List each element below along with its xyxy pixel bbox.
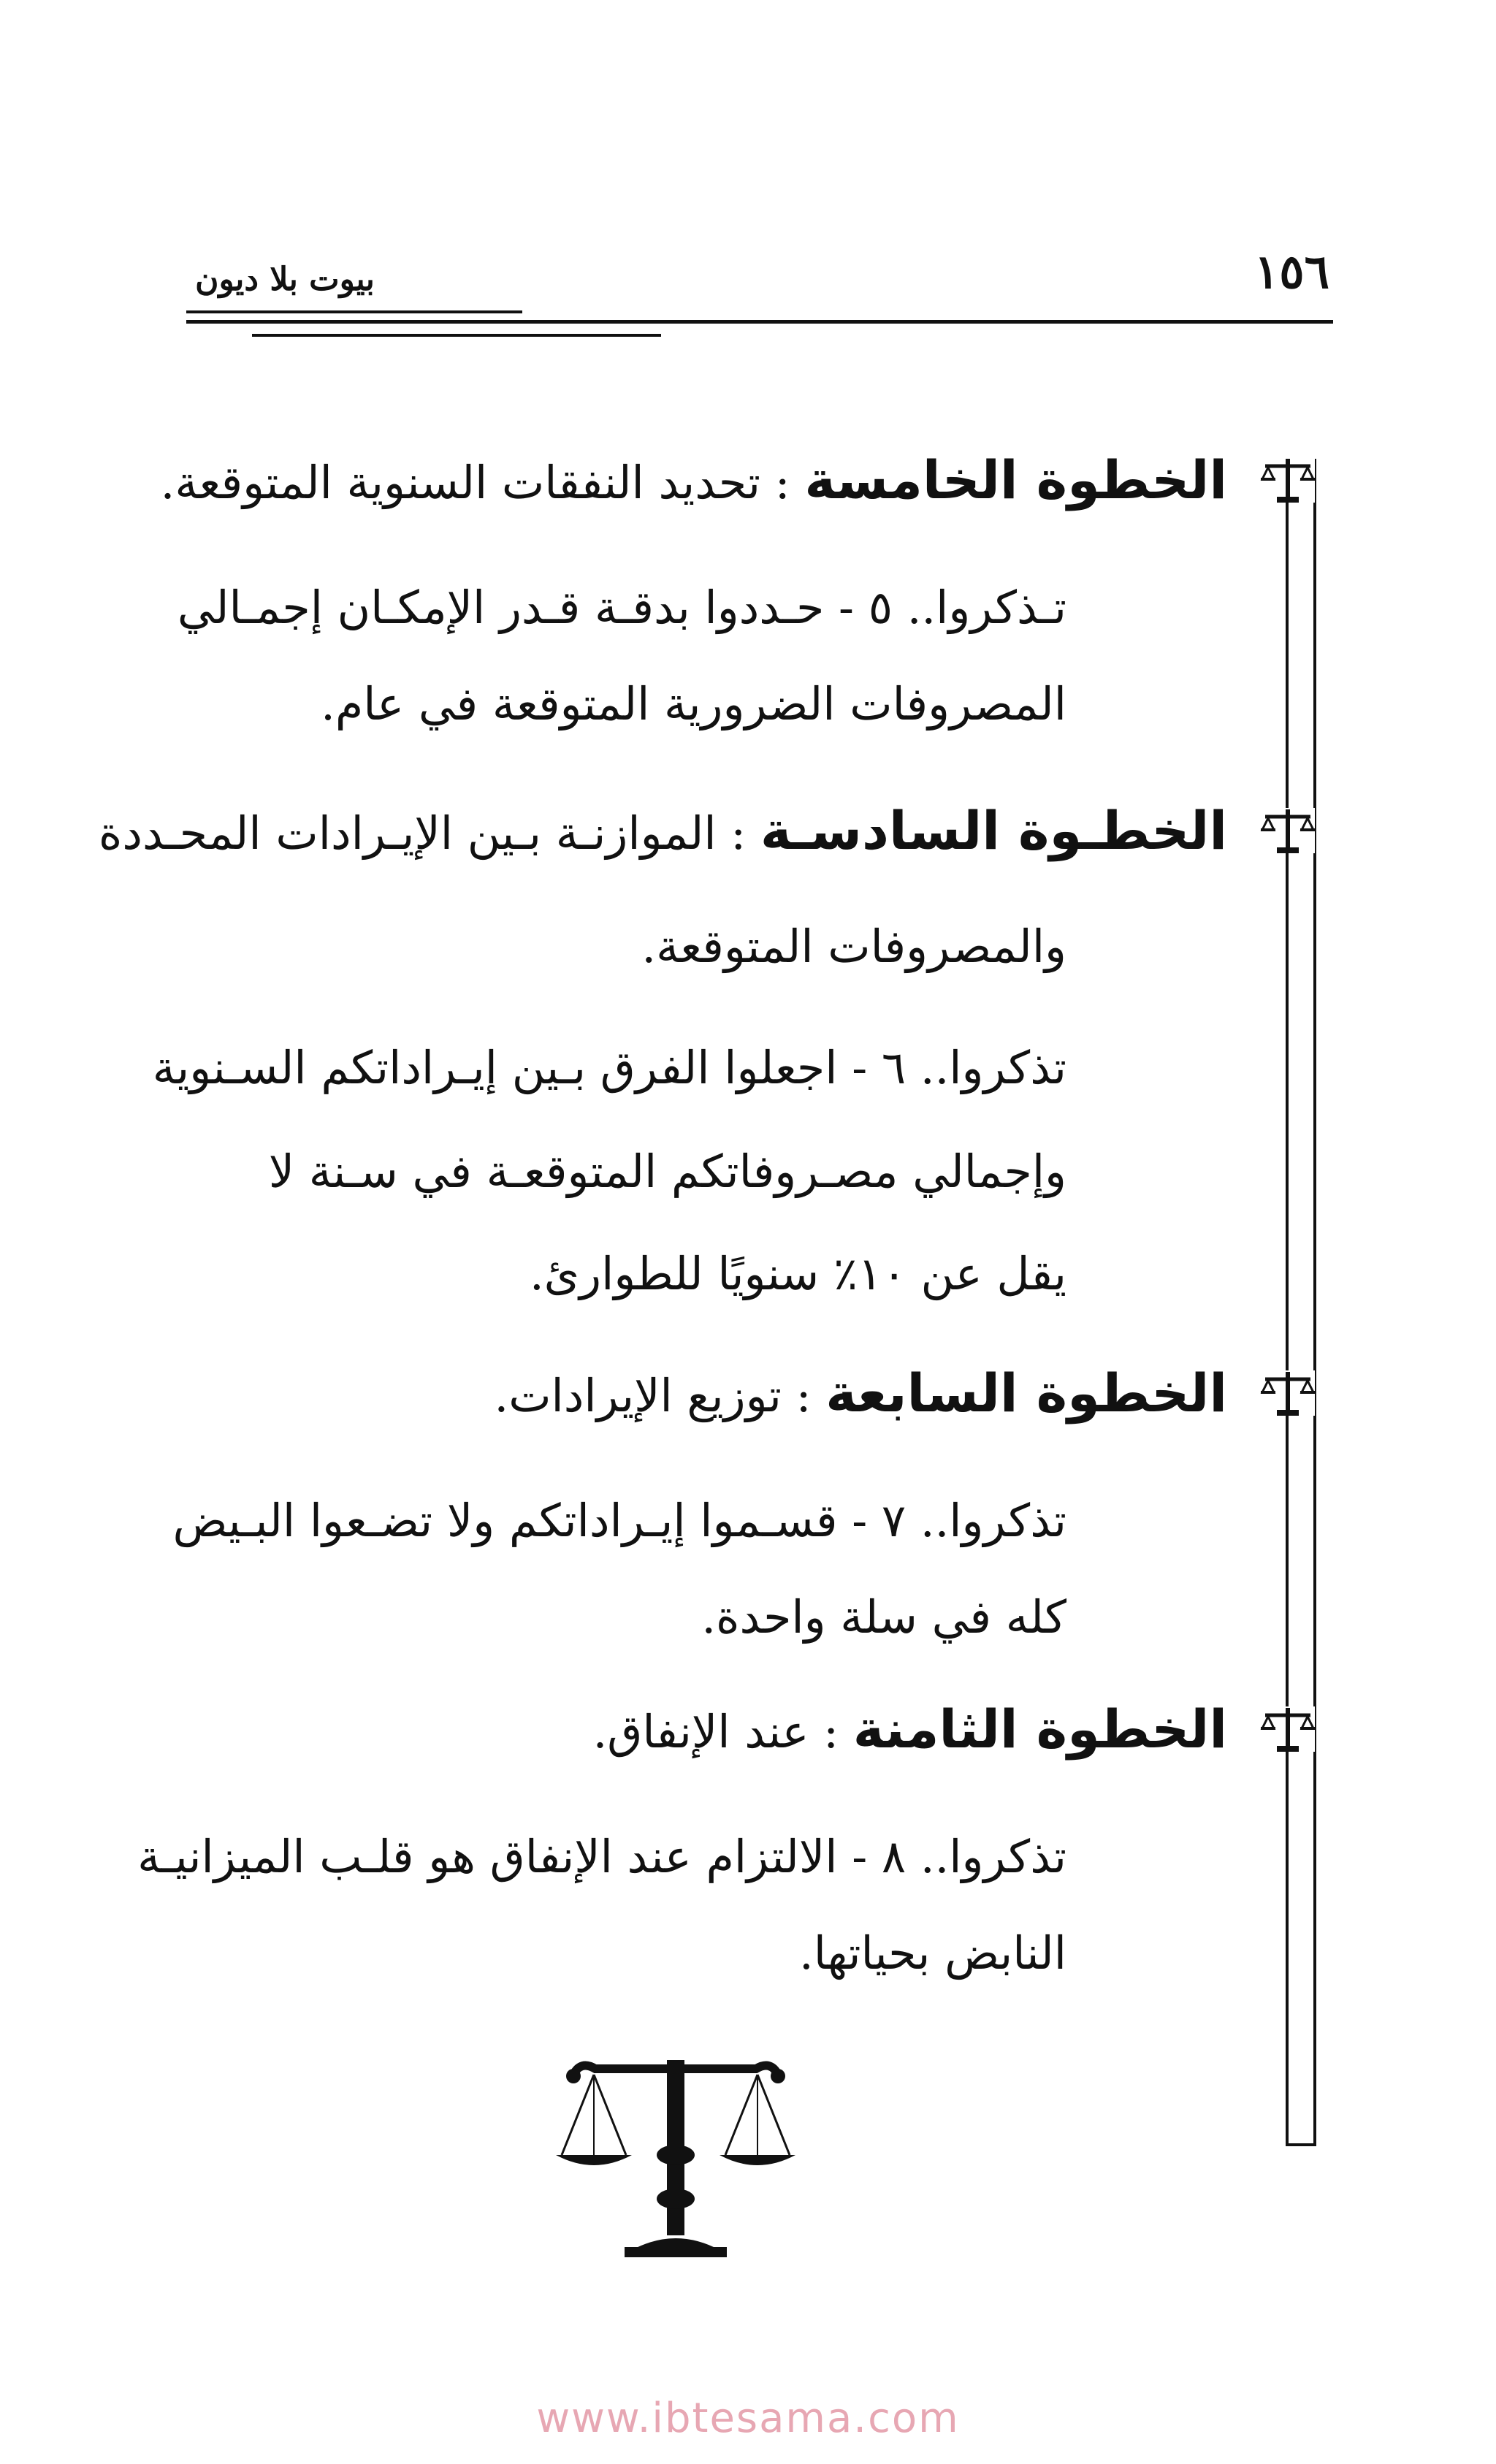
scales-icon [1255, 1368, 1321, 1419]
step-heading-6 [98, 798, 1227, 866]
step-description: : عند الإنفاق. [592, 1705, 839, 1758]
remember-line: تذكروا.. ٧ - قسـموا إيـراداتكم ولا تضـعوا البـيض [172, 1494, 1066, 1547]
step-description: : تحديد النفقات السنوية المتوقعة. [160, 456, 790, 509]
remember-line: يقل عن ١٠٪ سنويًا للطوارئ. [529, 1247, 1066, 1300]
step-description-cont: والمصروفات المتوقعة. [641, 920, 1066, 973]
header-rule-under [252, 334, 661, 337]
step-heading-5 [160, 447, 1227, 516]
step-description: : الموازنـة بـين الإيـرادات المحـددة [98, 806, 747, 860]
remember-line: تذكروا.. ٨ - الالتزام عند الإنفاق هو قلـب الميزانيـة [137, 1830, 1066, 1883]
step-title: الخطـوة السادسـة [760, 800, 1227, 861]
remember-line: تذكروا.. ٦ - اجعلوا الفرق بـين إيـراداتكم السـنوية [152, 1041, 1066, 1094]
balance-scales-icon [552, 2045, 800, 2265]
remember-line: كله في سلة واحدة. [701, 1590, 1066, 1644]
scales-icon [1255, 454, 1321, 506]
remember-line: تـذكروا.. ٥ - حـددوا بدقـة قـدر الإمكـان إجمـالي [177, 581, 1066, 634]
step-description: : توزيع الإيرادات. [494, 1369, 812, 1422]
scales-icon [1255, 1704, 1321, 1755]
running-title: بيوت بلا ديون [195, 261, 375, 298]
remember-line: النابض بحياتها. [799, 1926, 1066, 1980]
header-rule [186, 320, 1333, 324]
step-heading-8 [175, 1696, 1227, 1765]
margin-bar [1286, 459, 1316, 2146]
step-heading-7 [175, 1360, 1227, 1429]
page-number: ١٥٦ [1253, 245, 1329, 300]
remember-line: المصروفات الضرورية المتوقعة في عام. [321, 677, 1066, 731]
step-title: الخطوة الخامسة [804, 449, 1227, 511]
scales-icon [1255, 805, 1321, 856]
step-title: الخطوة الثامنة [852, 1698, 1227, 1760]
step-title: الخطوة السابعة [825, 1362, 1227, 1424]
watermark-url: www.ibtesama.com [536, 2395, 960, 2442]
header-rule-short [186, 310, 522, 313]
remember-line: وإجمالي مصـروفاتكم المتوقعـة في سـنة لا [268, 1145, 1066, 1198]
